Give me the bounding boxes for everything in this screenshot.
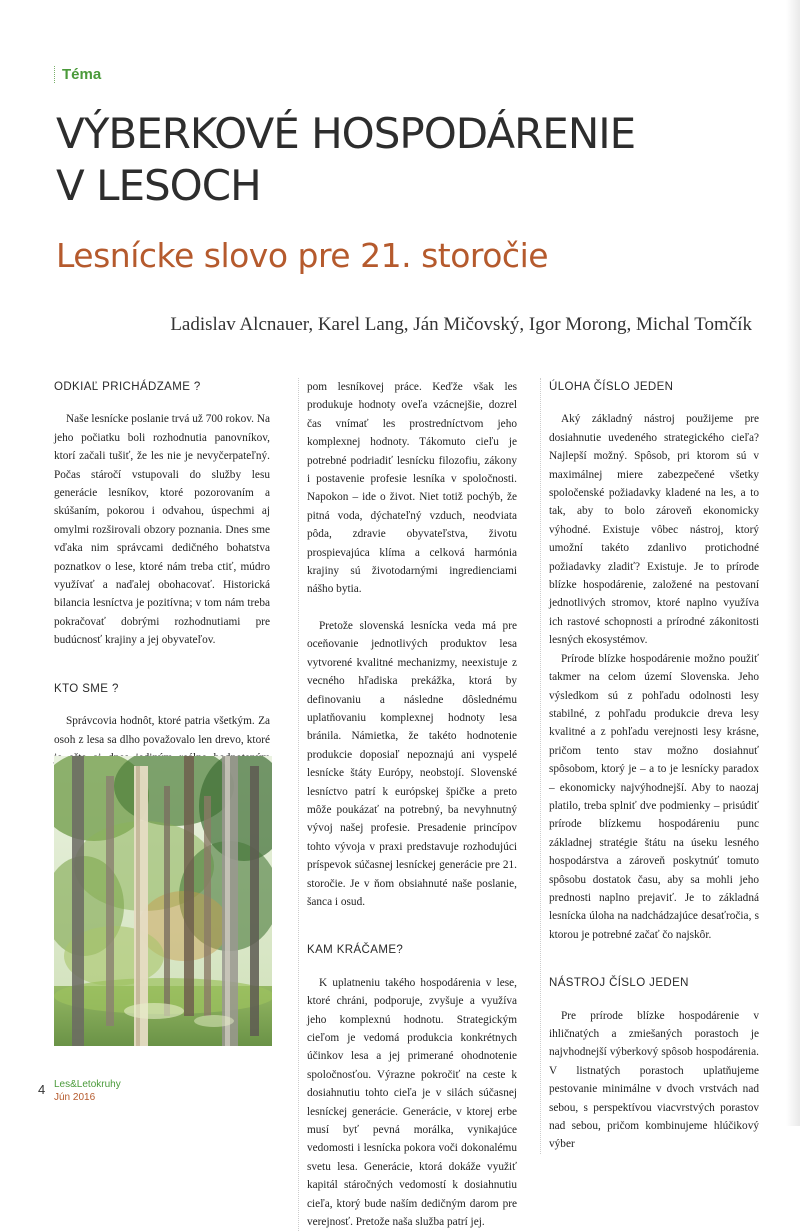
page-edge-shadow: [786, 0, 800, 1126]
section-tag: Téma: [54, 66, 101, 83]
forest-watercolor-painting: [54, 756, 272, 1046]
paragraph: Pre prírode blízke hospodárenie v ihličnatých a zmiešaných porastoch je najvhodnejší výberkový spôsob hospodárenia. V listnatých porastoch uplatňujeme pestovanie minimálne v dvoch vrstvách nad sebou, s perspektívou viacvrstvých porastov nad sebou, pričom kombinujeme hlúčikový výber: [549, 1009, 759, 1151]
article-subtitle: Lesnícke slovo pre 21. storočie: [56, 236, 549, 275]
title-line-1: VÝBERKOVÉ HOSPODÁRENIE: [56, 109, 636, 158]
heading-kto-sme: KTO SME ?: [54, 682, 119, 695]
magazine-footer: [54, 1078, 121, 1104]
column-3: [540, 378, 759, 1154]
paragraph: pom lesníkovej práce. Keďže však les produkuje hodnoty oveľa vzácnejšie, dozrel čas vnímať les prostredníctvom jeho komplexnej hodnoty. Tákomuto cieľu je potrebné podriadiť lesnícku filozofiu, zákony i postavenie profesie lesníka v spoločnosti. Napokon – ide o život. Niet totiž pochýb, že pitná voda, dýchateľný vzduch, neodviata pôda, zdravie obyvateľstva, životu prospievajúca klíma a celková harmónia krajiny sú životodarnými ingredienciami nášho bytia.: [307, 381, 517, 596]
page-number: 4: [38, 1082, 46, 1097]
paragraph: Naše lesnícke poslanie trvá už 700 rokov. Na jeho počiatku boli rozhodnutia panovníkov, ktorí začali tušiť, že les nie je nevyčerpateľný. Počas stáročí vstupovali do služby lesu generácie lesníkov, ktoré pozorovaním a skúšaním, pokorou i odvahou, úspechmi aj omylmi rozširovali obzory poznania. Dnes sme vďaka nim správcami dedičného bohatstva poznatkov o lese, ktoré nám treba ctiť, múdro využívať a naďalej obohacovať. Historická bilancia lesníctva je pozitívna; v tom nám treba pokračovať dobrými rozhodnutiami pre budúcnosť krajiny a jej obyvateľov.: [54, 413, 270, 647]
heading-kam-kracame: KAM KRÁČAME?: [307, 944, 404, 957]
heading-uloha-cislo-jeden: ÚLOHA ČÍSLO JEDEN: [549, 381, 674, 393]
paragraph: Správcovia hodnôt, ktoré patria všetkým. Za osoh z lesa sa dlho považovalo len drevo, ktoré: [54, 715, 270, 746]
heading-nastroj-cislo-jeden: NÁSTROJ ČÍSLO JEDEN: [549, 977, 689, 990]
title-line-2: V LESOCH: [56, 161, 261, 210]
paragraph: Prírode blízke hospodárenie možno použiť takmer na celom území Slovenska. Jeho výsledkom sú z pohľadu odolnosti lesy stabilné, z pohľadu produkcie dreva lesy kvalitné a z pohľadu verejnosti lesy krásne, pričom tento stav možno dosiahnuť spôsobom, ktorý je – a to je lesnícky paradox – ekonomicky najvýhodnejší. Aby to naozaj platilo, treba splniť dve podmienky – prisúdiť prírode blízkemu hospodáreniu punc základnej stratégie štátu na úseku lesného hospodárstva a zároveň poskytnúť tomuto spôsobu dostatok času, aby sa mohli jeho prednosti naplno prejaviť. Je to základná lesnícka úloha na nadchádzajúce desaťročia, s ktorou je potrebné začať čo najskôr.: [549, 652, 759, 941]
paragraph: Pretože slovenská lesnícka veda má pre oceňovanie jednotlivých produktov lesa vytvorené kvalitné mechanizmy, neexistuje z vecného hľadiska prekážka, ktorá by definovaniu a následne dôslednému uplatňovaniu komplexnej hodnoty lesa bránila. Námietka, že takéto hodnotenie produkcie doposiaľ nepoznajú ani vyspelé lesnícke štáty Európy, neobstojí. Slovenské lesníctvo patrí k európskej špičke a preto môže poukázať na potrebný, ba nevyhnutný vývoj našej profesie. Presadenie princípov tohto vývoja v praxi predstavuje rozhodujúci príspevok súčasnej lesníckej generácie pre 21. storočie. Je v ňom obsiahnuté naše poslanie, šanca i osud.: [307, 619, 517, 908]
column-2: [298, 378, 517, 1231]
column-1: [54, 378, 270, 786]
paragraph: Aký základný nástroj použijeme pre dosiahnutie uvedeného strategického cieľa? Najlepší možný. Spôsob, pri ktorom sú v maximálnej miere zabezpečené všetky spoločenské požiadavky kladené na les, a to tak, aby to bolo zároveň ekonomicky výhodné. Existuje vôbec nástroj, ktorý umožní takéto zdanlivo protichodné požiadavky zladiť? Existuje. Je to prírode blízke hospodárenie, založené na pestovaní jednotlivých stromov, ktoré naplno využíva ich rastové schopnosti a prírodné zákonitosti lesných ekosystémov.: [549, 413, 759, 647]
issue-date: Jún 2016: [54, 1092, 96, 1103]
magazine-name: Les&Letokruhy: [54, 1079, 121, 1090]
authors-line: Ladislav Alcnauer, Karel Lang, Ján Mičovský, Igor Morong, Michal Tomčík: [170, 314, 752, 335]
paragraph: K uplatneniu takého hospodárenia v lese, ktoré chráni, podporuje, zvyšuje a využíva jeho komplexnú hodnotu. Strategickým cieľom je vedomá produkcia konkrétnych účinkov lesa a jej primerané ohodnotenie spoločnosťou. Výrazne pokročiť na ceste k dosiahnutiu tohto cieľa je v silách súčasnej lesníckej generácie. Generácie, v ktorej erbe musí byť pevná morálka, vynikajúce vedomosti i lesnícka pokora voči dokonalému svetu lesa. Generácie, ktorá dokáže využiť kapitál stáročných vedomostí k dosiahnutiu cieľa, ktorý bude naším dedičným darom pre verejnosť. Pretože naša služba patrí jej.: [307, 976, 517, 1229]
article-title: [56, 108, 756, 212]
heading-odkial: ODKIAĽ PRICHÁDZAME ?: [54, 381, 201, 393]
